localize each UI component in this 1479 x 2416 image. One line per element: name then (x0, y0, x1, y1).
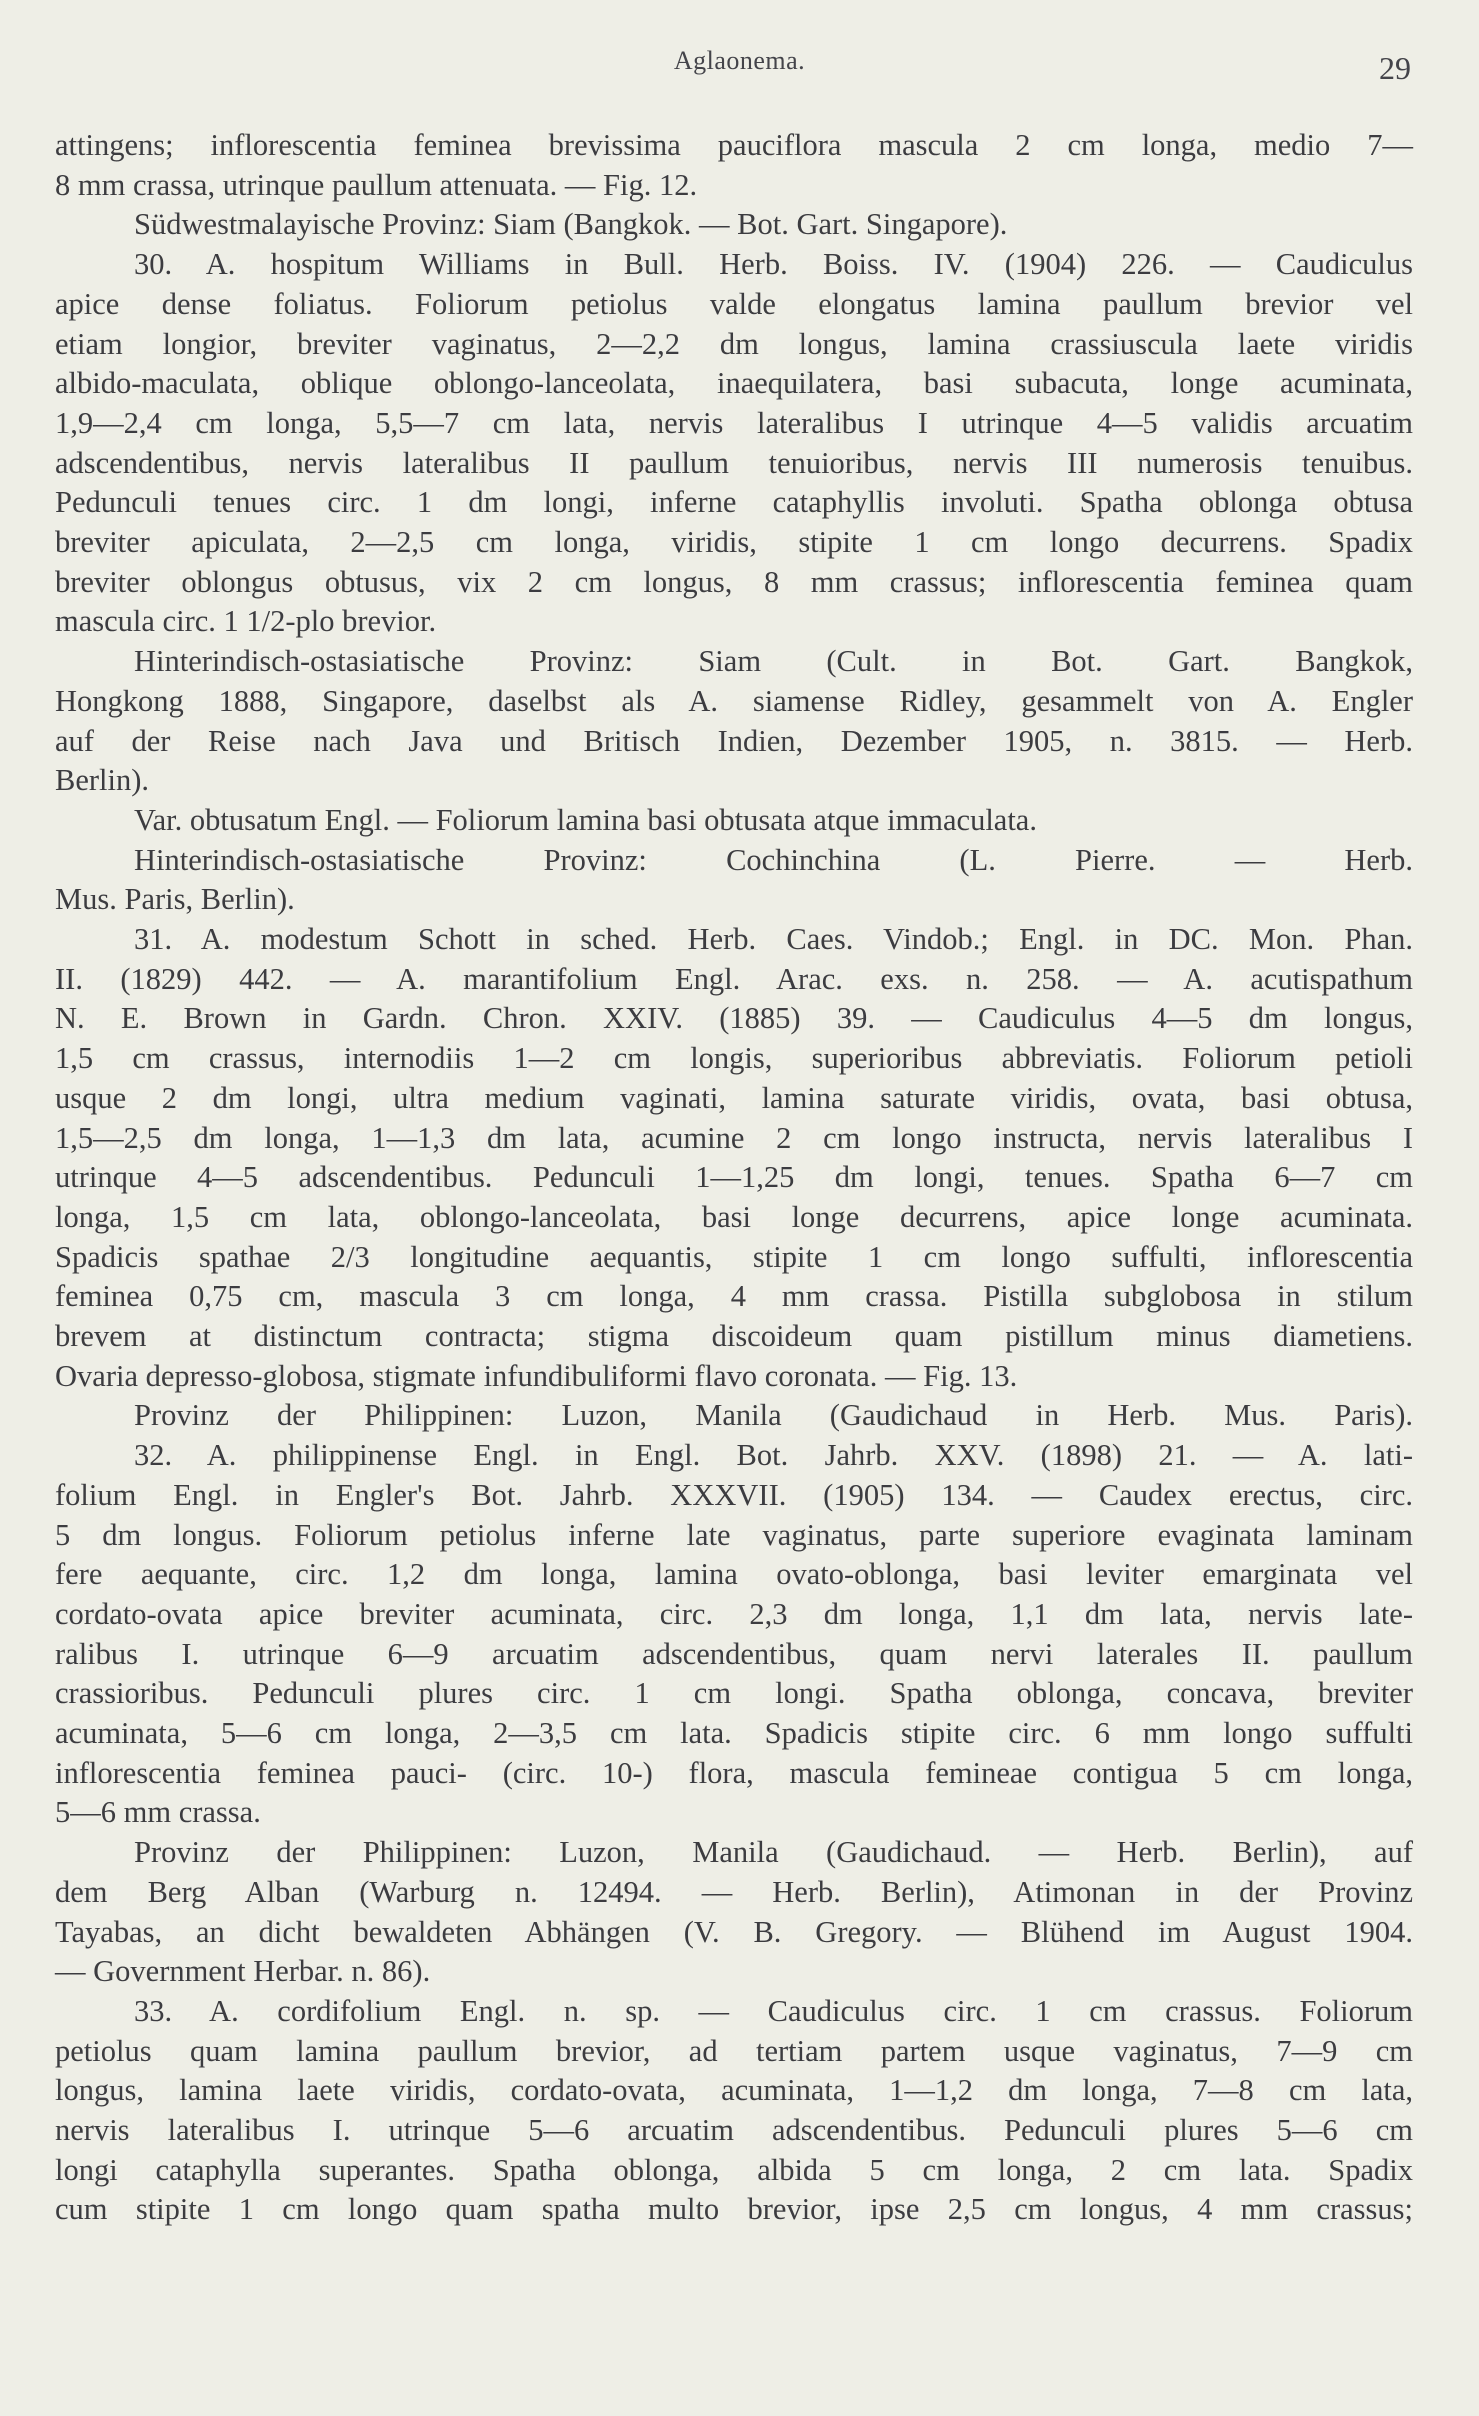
text-line: Provinz der Philippinen: Luzon, Manila (Gaudichaud in Herb. Mus. Paris). (134, 1398, 1413, 1433)
text-line: Tayabas, an dicht bewaldeten Abhängen (V. B. Gregory. — Blühend im August 1904. (55, 1914, 1413, 1949)
text-line: crassioribus. Pedunculi plures circ. 1 cm longi. Spatha oblonga, concava, breviter (55, 1676, 1413, 1711)
text-line: usque 2 dm longi, ultra medium vaginati, lamina saturate viridis, ovata, basi obtusa, (55, 1080, 1413, 1115)
text-line: Spadicis spathae 2/3 longitudine aequantis, stipite 1 cm longo suffulti, inflorescentia (55, 1239, 1413, 1274)
text-line: II. (1829) 442. — A. marantifolium Engl. Arac. exs. n. 258. — A. acutispathum (55, 961, 1413, 996)
text-line: 5 dm longus. Foliorum petiolus inferne late vaginatus, parte superiore evaginata laminam (55, 1517, 1413, 1552)
page-number: 29 (1379, 50, 1411, 86)
text-line: petiolus quam lamina paullum brevior, ad tertiam partem usque vaginatus, 7—9 cm (55, 2033, 1413, 2068)
text-line: utrinque 4—5 adscendentibus. Pedunculi 1—1,25 dm longi, tenues. Spatha 6—7 cm (55, 1160, 1413, 1195)
text-line: 30. A. hospitum Williams in Bull. Herb. Boiss. IV. (1904) 226. — Caudiculus (134, 247, 1413, 282)
running-header-title: Aglaonema. (673, 46, 806, 75)
text-line: — Government Herbar. n. 86). (55, 1954, 431, 1989)
text-line: dem Berg Alban (Warburg n. 12494. — Herb. Berlin), Atimonan in der Provinz (55, 1874, 1413, 1909)
text-line: 1,5 cm crassus, internodiis 1—2 cm longis, superioribus abbreviatis. Foliorum petioli (55, 1041, 1413, 1076)
text-line: 5—6 mm crassa. (55, 1795, 261, 1830)
text-line: cum stipite 1 cm longo quam spatha multo brevior, ipse 2,5 cm longus, 4 mm crassus; (55, 2192, 1413, 2227)
text-line: 32. A. philippinense Engl. in Engl. Bot. Jahrb. XXV. (1898) 21. — A. lati- (134, 1438, 1413, 1473)
text-line: albido-maculata, oblique oblongo-lanceolata, inaequilatera, basi subacuta, longe acuminata, (55, 366, 1413, 401)
text-line: cordato-ovata apice breviter acuminata, circ. 2,3 dm longa, 1,1 dm lata, nervis late- (55, 1596, 1413, 1631)
text-line: acuminata, 5—6 cm longa, 2—3,5 cm lata. Spadicis stipite circ. 6 mm longo suffulti (55, 1716, 1413, 1750)
text-line: Mus. Paris, Berlin). (55, 882, 295, 917)
text-line: longi cataphylla superantes. Spatha oblonga, albida 5 cm longa, 2 cm lata. Spadix (55, 2152, 1413, 2187)
text-line: 31. A. modestum Schott in sched. Herb. Caes. Vindob.; Engl. in DC. Mon. Phan. (134, 922, 1413, 956)
text-line: feminea 0,75 cm, mascula 3 cm longa, 4 mm crassa. Pistilla subglobosa in stilum (55, 1279, 1413, 1314)
text-line: nervis lateralibus I. utrinque 5—6 arcuatim adscendentibus. Pedunculi plures 5—6 cm (55, 2113, 1413, 2147)
text-line: Hongkong 1888, Singapore, daselbst als A. siamense Ridley, gesammelt von A. Engler (55, 683, 1413, 718)
text-line: Pedunculi tenues circ. 1 dm longi, inferne cataphyllis involuti. Spatha oblonga obtusa (55, 485, 1413, 520)
text-line: Berlin). (55, 763, 150, 798)
text-line: Südwestmalayische Provinz: Siam (Bangkok. — Bot. Gart. Singapore). (134, 207, 1008, 242)
text-line: mascula circ. 1 1/2-plo brevior. (55, 604, 437, 639)
text-line: apice dense foliatus. Foliorum petiolus valde elongatus lamina paullum brevior vel (55, 286, 1413, 321)
text-line: 8 mm crassa, utrinque paullum attenuata. — Fig. 12. (55, 167, 698, 202)
text-line: breviter oblongus obtusus, vix 2 cm longus, 8 mm crassus; inflorescentia feminea quam (55, 564, 1413, 599)
text-line: Hinterindisch-ostasiatische Provinz: Siam (Cult. in Bot. Gart. Bangkok, (134, 644, 1413, 679)
text-line: ralibus I. utrinque 6—9 arcuatim adscendentibus, quam nervi laterales II. paullum (55, 1636, 1413, 1671)
text-line: adscendentibus, nervis lateralibus II paullum tenuioribus, nervis III numerosis tenuibus. (55, 445, 1413, 480)
text-line: Ovaria depresso-globosa, stigmate infundibuliformi flavo coronata. — Fig. 13. (55, 1358, 1018, 1393)
text-line: inflorescentia feminea pauci- (circ. 10-) flora, mascula femineae contigua 5 cm longa, (55, 1755, 1413, 1790)
text-line: etiam longior, breviter vaginatus, 2—2,2 dm longus, lamina crassiuscula laete viridis (55, 326, 1413, 361)
text-line: N. E. Brown in Gardn. Chron. XXIV. (1885) 39. — Caudiculus 4—5 dm longus, (55, 1001, 1413, 1036)
text-line: breviter apiculata, 2—2,5 cm longa, viridis, stipite 1 cm longo decurrens. Spadix (55, 525, 1413, 559)
text-line: auf der Reise nach Java und Britisch Indien, Dezember 1905, n. 3815. — Herb. (55, 723, 1413, 758)
text-line: 1,9—2,4 cm longa, 5,5—7 cm lata, nervis lateralibus I utrinque 4—5 validis arcuatim (55, 405, 1413, 440)
text-line: Var. obtusatum Engl. — Foliorum lamina basi obtusata atque immaculata. (134, 802, 1037, 837)
text-line: Provinz der Philippinen: Luzon, Manila (Gaudichaud. — Herb. Berlin), auf (134, 1835, 1413, 1870)
text-line: 1,5—2,5 dm longa, 1—1,3 dm lata, acumine 2 cm longo instructa, nervis lateralibus I (55, 1120, 1413, 1155)
text-line: folium Engl. in Engler's Bot. Jahrb. XXXVII. (1905) 134. — Caudex erectus, circ. (55, 1477, 1413, 1512)
text-line: longa, 1,5 cm lata, oblongo-lanceolata, basi longe decurrens, apice longe acuminata. (55, 1199, 1413, 1234)
text-line: fere aequante, circ. 1,2 dm longa, lamina ovato-oblonga, basi leviter emarginata vel (55, 1557, 1413, 1592)
text-line: longus, lamina laete viridis, cordato-ovata, acuminata, 1—1,2 dm longa, 7—8 cm lata, (55, 2073, 1413, 2108)
text-line: Hinterindisch-ostasiatische Provinz: Cochinchina (L. Pierre. — Herb. (134, 842, 1413, 877)
text-line: brevem at distinctum contracta; stigma discoideum quam pistillum minus diametiens. (55, 1319, 1413, 1353)
text-line: 33. A. cordifolium Engl. n. sp. — Caudiculus circ. 1 cm crassus. Foliorum (134, 1993, 1413, 2028)
text-line: attingens; inflorescentia feminea brevissima pauciflora mascula 2 cm longa, medio 7— (55, 128, 1413, 162)
